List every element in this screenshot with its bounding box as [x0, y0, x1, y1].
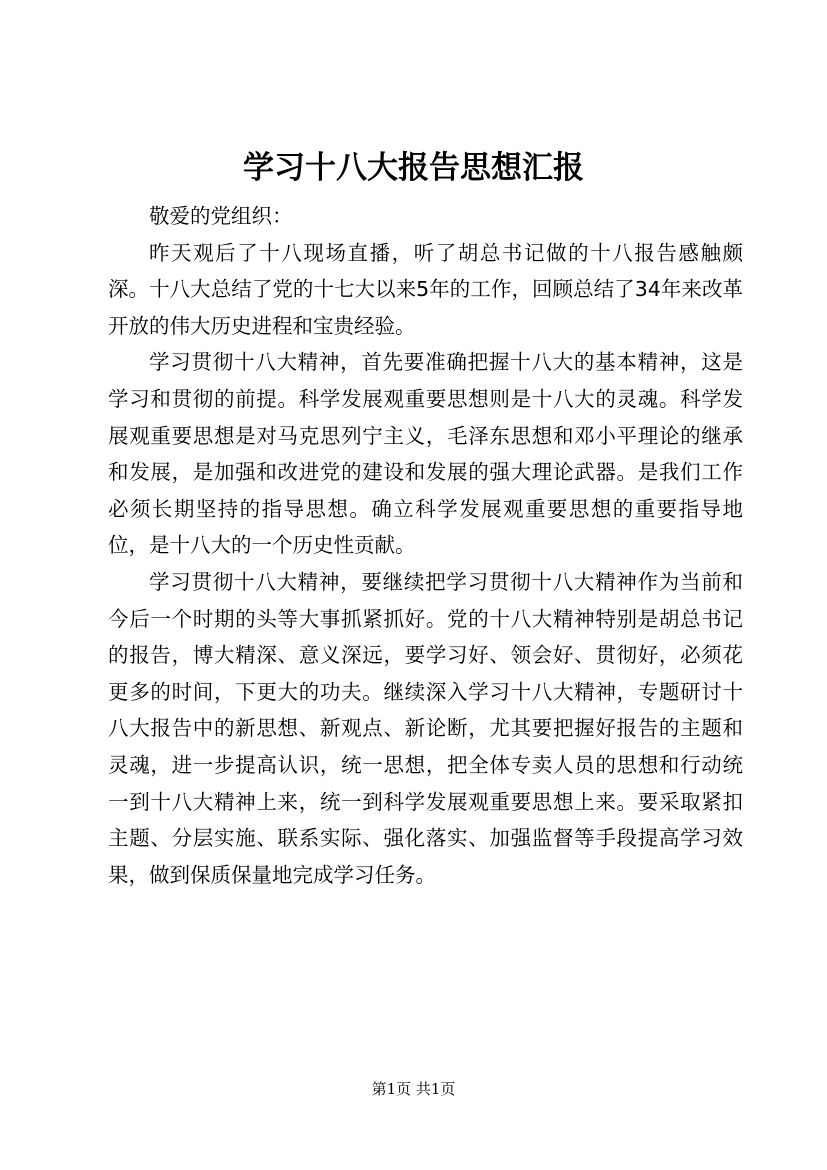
paragraph-1: 昨天观后了十八现场直播，听了胡总书记做的十八报告感触颇深。十八大总结了党的十七大以来5年的工作，回顾总结了34年来改革开放的伟大历史进程和宝贵经验。 — [108, 240, 743, 338]
paragraph-2: 学习贯彻十八大精神，首先要准确把握十八大的基本精神，这是学习和贯彻的前提。科学发展观重要思想则是十八大的灵魂。科学发展观重要思想是对马克思列宁主义，毛泽东思想和邓小平理论的继承和发展，是加强和改进党的建设和发展的强大理论武器。是我们工作必须长期坚持的指导思想。确立科学发展观重要思想的重要指导地位，是十八大的一个历史性贡献。 — [108, 350, 743, 558]
paragraph-3: 学习贯彻十八大精神，要继续把学习贯彻十八大精神作为当前和今后一个时期的头等大事抓紧抓好。党的十八大精神特别是胡总书记的报告，博大精深、意义深远，要学习好、领会好、贯彻好，必须花更多的时间，下更大的功夫。继续深入学习十八大精神，专题研讨十八大报告中的新思想、新观点、新论断，尤其要把握好报告的主题和灵魂，进一步提高认识，统一思想，把全体专卖人员的思想和行动统一到十八大精神上来，统一到科学发展观重要思想上来。要采取紧扣主题、分层实施、联系实际、强化落实、加强监督等手段提高学习效果，做到保质保量地完成学习任务。 — [108, 569, 743, 887]
page-footer: 第1页 共1页 — [371, 1080, 456, 1098]
document-title: 学习十八大报告思想汇报 — [243, 150, 584, 186]
document-body — [108, 198, 743, 893]
salutation: 敬爱的党组织： — [149, 204, 293, 228]
